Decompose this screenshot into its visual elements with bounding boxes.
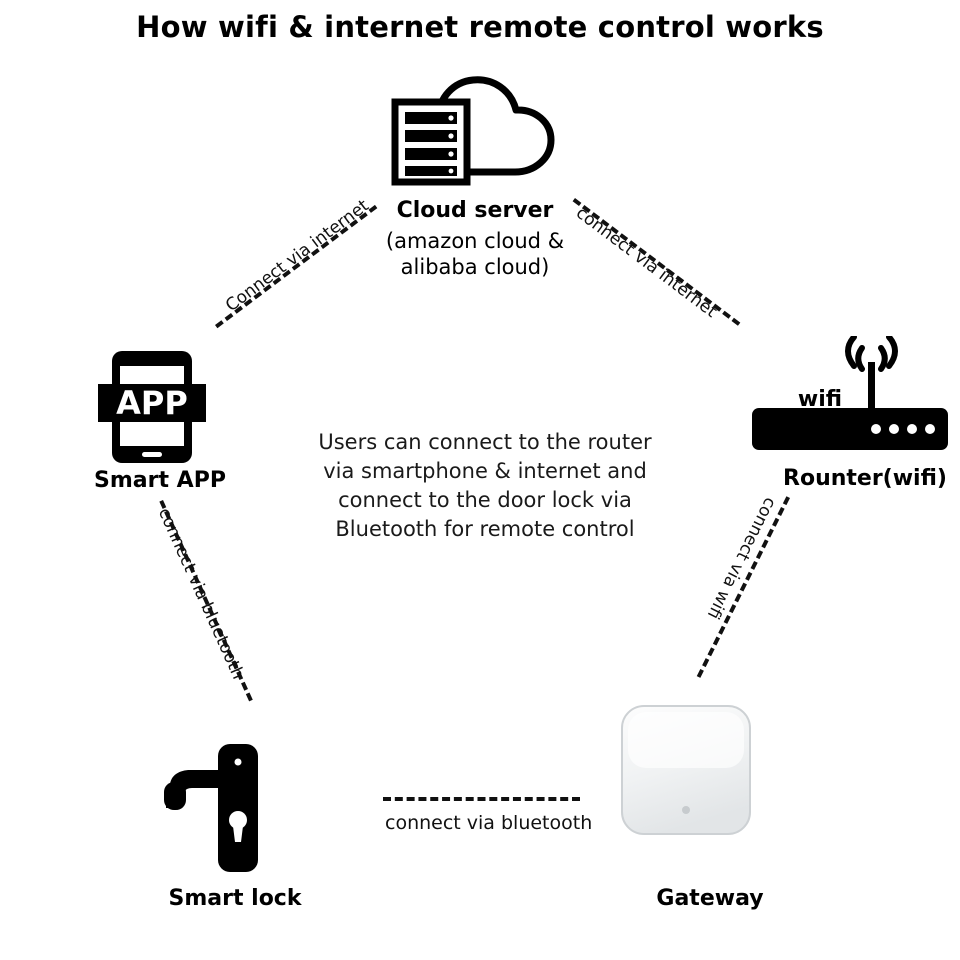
connector-lock-to-gateway xyxy=(383,797,580,801)
edge-label-router-to-gateway: connect via wifi xyxy=(702,494,780,623)
cloud-server-sublabel: (amazon cloud & alibaba cloud) xyxy=(385,229,565,280)
page-title: How wifi & internet remote control works xyxy=(136,10,824,44)
svg-text:APP: APP xyxy=(116,384,188,422)
router-wifi-label: wifi xyxy=(797,387,843,412)
edge-label-lock-to-gateway: connect via bluetooth xyxy=(385,812,593,834)
gateway-hub-icon xyxy=(618,702,754,842)
edge-label-app-to-lock: connect via bluetooth xyxy=(153,505,249,683)
door-lock-handle-icon xyxy=(160,742,290,878)
smart-app-label: Smart APP xyxy=(94,468,226,493)
gateway-label: Gateway xyxy=(656,886,764,911)
edge-label-cloud-to-router: connect via internet xyxy=(571,203,721,322)
center-description: Users can connect to the router via smartphone & internet and connect to the door lock via Bluetooth for remote control xyxy=(318,430,652,541)
smartphone-icon xyxy=(98,348,206,470)
cloud-server-label: Cloud server xyxy=(396,198,554,223)
cloud-server-icon xyxy=(383,72,563,196)
router-label: Rounter(wifi) xyxy=(783,466,947,491)
connector-router-to-gateway xyxy=(697,496,790,678)
smart-lock-label: Smart lock xyxy=(168,886,302,911)
edge-label-app-to-cloud: Connect via internet xyxy=(222,195,373,316)
